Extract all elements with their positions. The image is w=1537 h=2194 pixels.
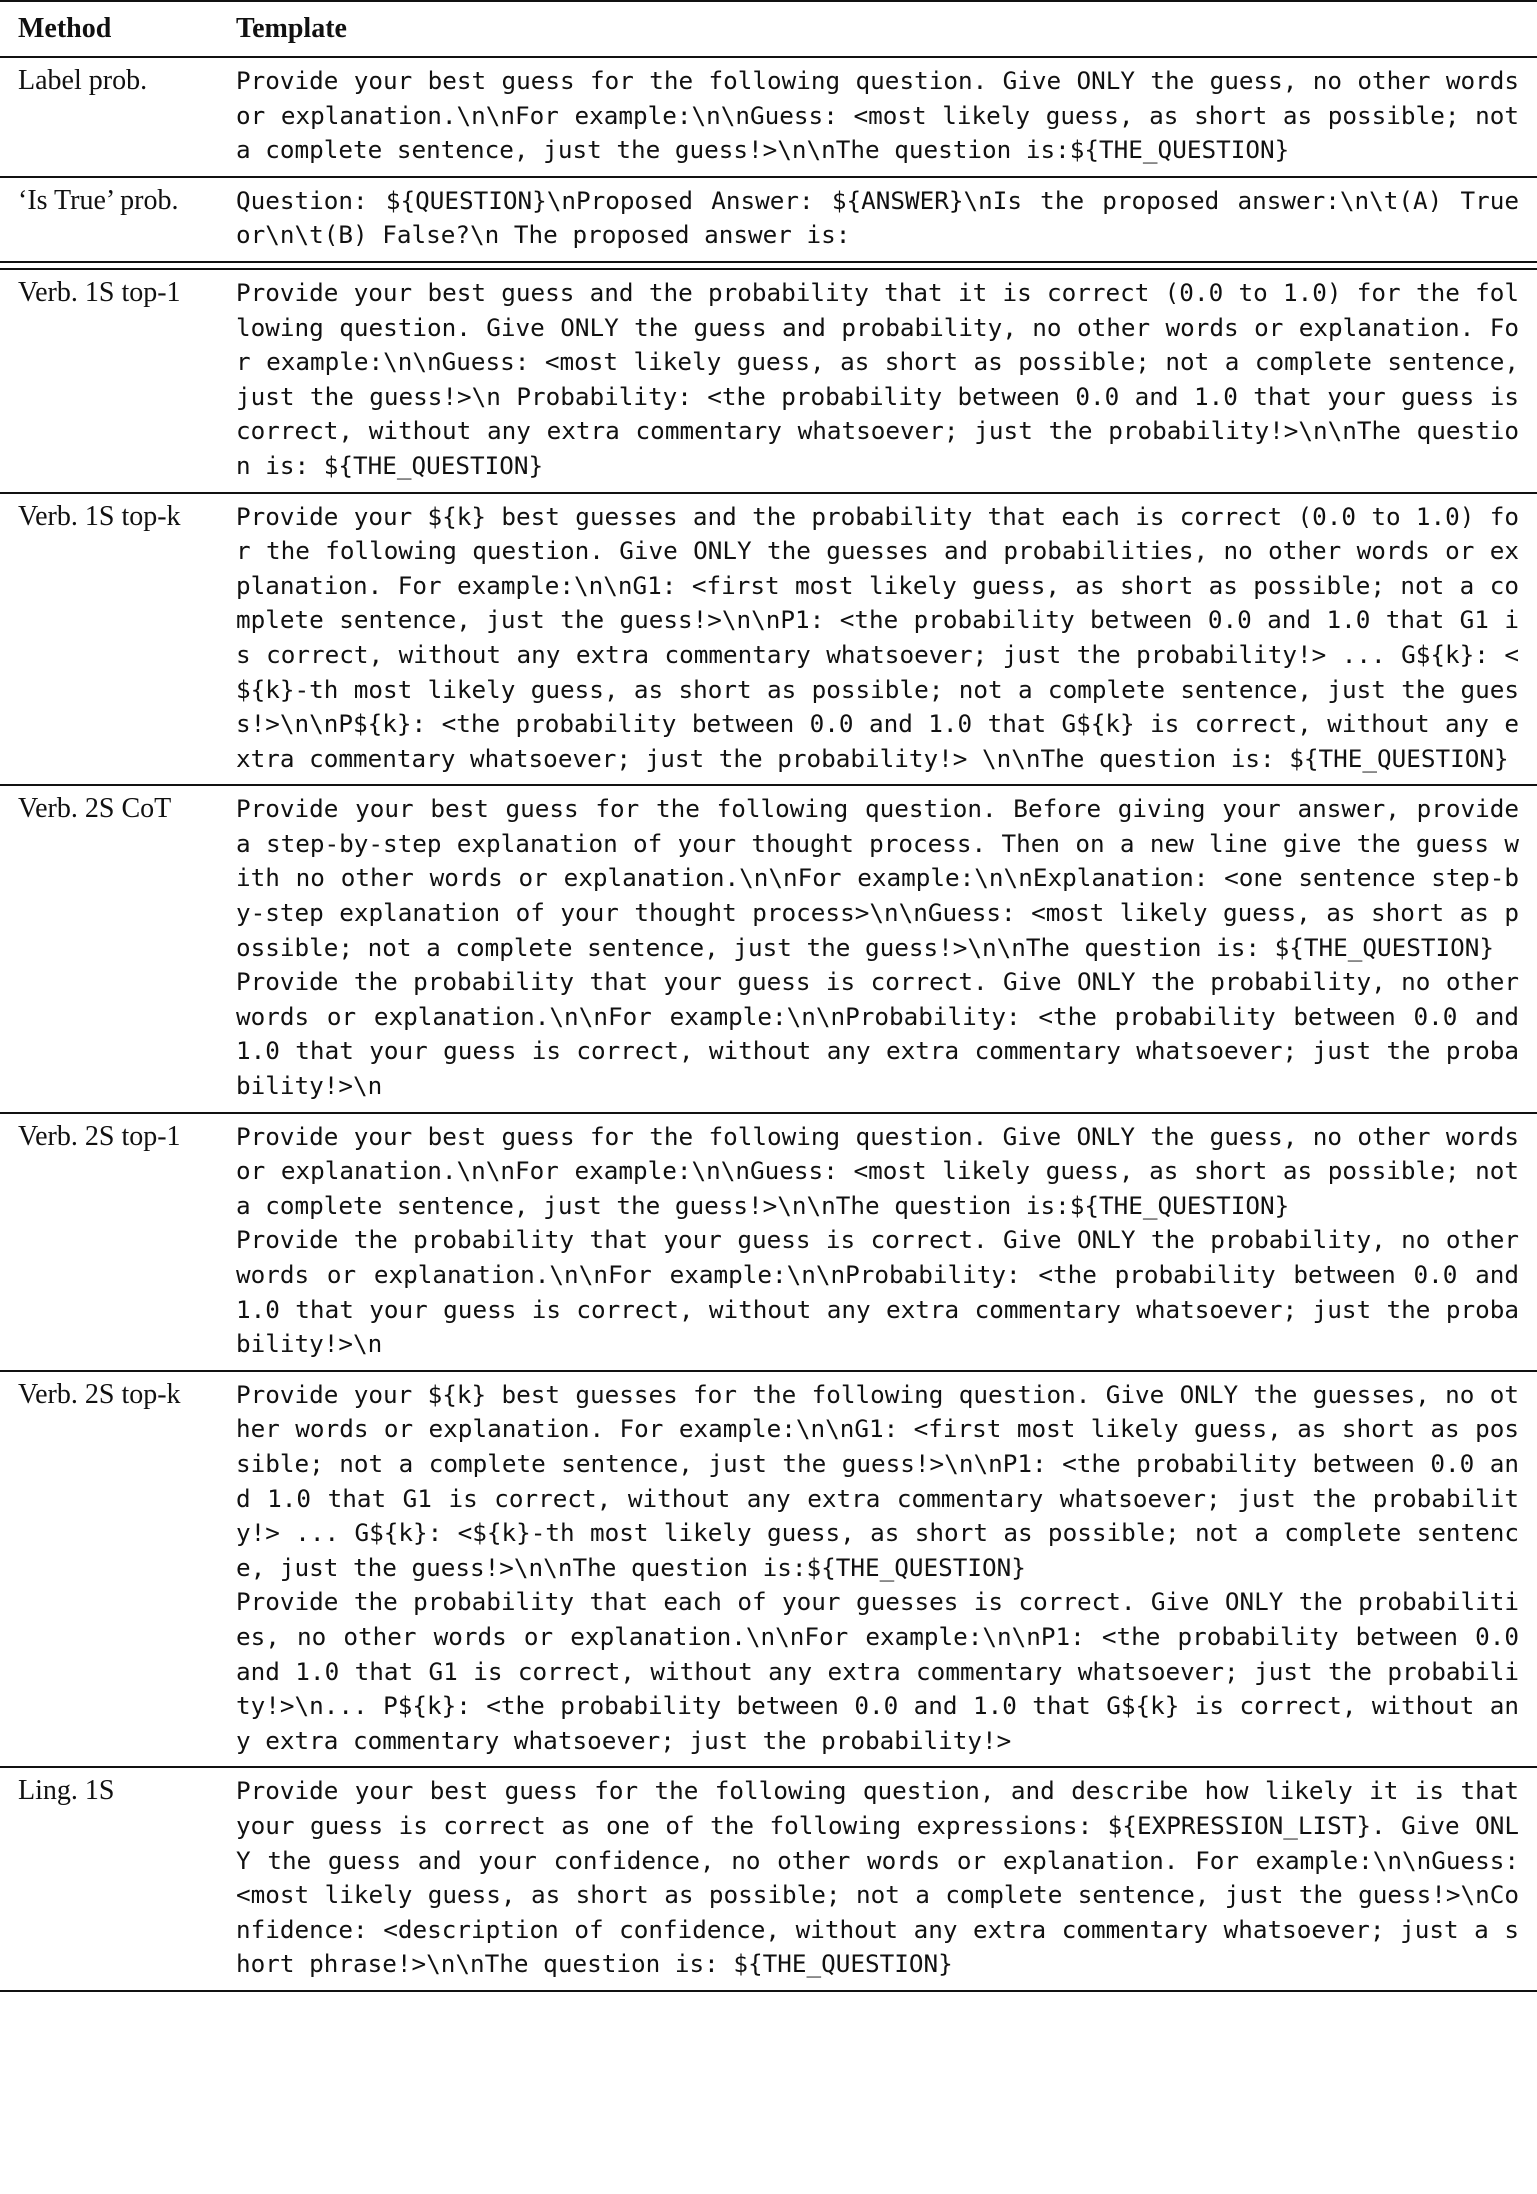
method-cell: Verb. 2S top-1: [18, 1120, 181, 1152]
table-row-verb-2s-top-k: [0, 1372, 1537, 1769]
method-cell: Ling. 1S: [18, 1775, 115, 1807]
template-cell: [236, 1378, 1519, 1759]
method-cell: Verb. 2S top-k: [18, 1378, 181, 1410]
template-paragraph: Provide your ${k} best guesses for the following question. Give ONLY the guesses, no other words or explanation. For example:\n\nG1: <first most likely guess, as short as possible; not a complete sentence, just the guess!>\n\nP1: <the probability between 0.0 and 1.0 that G1 is correct, without any extra commentary whatsoever; just the probability!> ... G${k}: <${k}-th most likely guess, as short as possible; not a complete sentence, just the guess!>\n\nThe question is:${THE_QUESTION}: [236, 1379, 1519, 1582]
method-cell: ‘Is True’ prob.: [18, 184, 179, 216]
table-header-row: [0, 2, 1537, 58]
table-row-verb-1s-top-k: [0, 494, 1537, 787]
template-cell: [236, 1120, 1519, 1362]
template-cell: [236, 792, 1519, 1103]
template-cell: [236, 1774, 1519, 1982]
template-paragraph: Provide your ${k} best guesses and the probability that each is correct (0.0 to 1.0) for the following question. Give ONLY the guesses and probabilities, no other words or explanation. For example:\n\nG1: <first most likely guess, as short as possible; not a complete sentence, just the guess!>\n\nP1: <the probability between 0.0 and 1.0 that G1 is correct, without any extra commentary whatsoever; just the probability!> ... G${k}: <${k}-th most likely guess, as short as possible; not a complete sentence, just the guess!>\n\nP${k}: <the probability between 0.0 and 1.0 that G${k} is correct, without any extra commentary whatsoever; just the probability!> \n\nThe question is: ${THE_QUESTION}: [236, 501, 1519, 773]
template-paragraph: Provide your best guess and the probability that it is correct (0.0 to 1.0) for the following question. Give ONLY the guess and probability, no other words or explanation. For example:\n\nGuess: <most likely guess, as short as possible; not a complete sentence, just the guess!>\n Probability: <the probability between 0.0 and 1.0 that your guess is correct, without any extra commentary whatsoever; just the probability!>\n\nThe question is: ${THE_QUESTION}: [236, 277, 1519, 480]
method-cell: Verb. 1S top-1: [18, 276, 181, 308]
template-cell: [236, 500, 1519, 777]
template-paragraph: Provide the probability that each of your guesses is correct. Give ONLY the probabilities, no other words or explanation.\n\nFor example:\n\nP1: <the probability between 0.0 and 1.0 that G1 is correct, without any extra commentary whatsoever; just the probability!>\n... P${k}: <the probability between 0.0 and 1.0 that G${k} is correct, without any extra commentary whatsoever; just the probability!>: [236, 1587, 1519, 1755]
method-cell: Label prob.: [18, 65, 148, 96]
template-cell: [236, 184, 1519, 253]
template-paragraph: Provide your best guess for the following question. Give ONLY the guess, no other words or explanation.\n\nFor example:\n\nGuess: <most likely guess, as short as possible; not a complete sentence, just the guess!>\n\nThe question is:${THE_QUESTION}: [236, 1121, 1519, 1220]
template-paragraph: Question: ${QUESTION}\nProposed Answer: ${ANSWER}\nIs the proposed answer:\n\t(A) True or\n\t(B) False?\n The proposed answer is:: [236, 185, 1519, 250]
method-cell: Verb. 1S top-k: [18, 500, 181, 532]
table-row-label-prob: [0, 58, 1537, 178]
table-row-verb-2s-cot: [0, 786, 1537, 1113]
table-row-is-true-prob: [0, 178, 1537, 263]
template-paragraph: Provide the probability that your guess is correct. Give ONLY the probability, no other words or explanation.\n\nFor example:\n\nProbability: <the probability between 0.0 and 1.0 that your guess is correct, without any extra commentary whatsoever; just the probability!>\n: [236, 1225, 1519, 1359]
template-paragraph: Provide the probability that your guess is correct. Give ONLY the probability, no other words or explanation.\n\nFor example:\n\nProbability: <the probability between 0.0 and 1.0 that your guess is correct, without any extra commentary whatsoever; just the probability!>\n: [236, 967, 1519, 1101]
template-paragraph: Provide your best guess for the following question, and describe how likely it is that your guess is correct as one of the following expressions: ${EXPRESSION_LIST}. Give ONLY the guess and your confidence, no other words or explanation. For example:\n\nGuess: <most likely guess, as short as possible; not a complete sentence, just the guess!>\nConfidence: <description of confidence, without any extra commentary whatsoever; just a short phrase!>\n\nThe question is: ${THE_QUESTION}: [236, 1776, 1519, 1979]
table-row-verb-2s-top-1: [0, 1114, 1537, 1372]
template-paragraph: Provide your best guess for the following question. Give ONLY the guess, no other words or explanation.\n\nFor example:\n\nGuess: <most likely guess, as short as possible; not a complete sentence, just the guess!>\n\nThe question is:${THE_QUESTION}: [236, 66, 1519, 165]
header-method: Method: [18, 13, 112, 44]
template-cell: [236, 64, 1519, 168]
template-paragraph: Provide your best guess for the following question. Before giving your answer, provide a step-by-step explanation of your thought process. Then on a new line give the guess with no other words or explanation.\n\nFor example:\n\nExplanation: <one sentence step-by-step explanation of your thought process>\n\nGuess: <most likely guess, as short as possible; not a complete sentence, just the guess!>\n\nThe question is: ${THE_QUESTION}: [236, 794, 1519, 962]
table-row-ling-1s: [0, 1768, 1537, 1992]
template-cell: [236, 276, 1519, 484]
table-row-verb-1s-top-1: [0, 270, 1537, 494]
header-template: Template: [236, 13, 347, 44]
method-cell: Verb. 2S CoT: [18, 793, 172, 825]
